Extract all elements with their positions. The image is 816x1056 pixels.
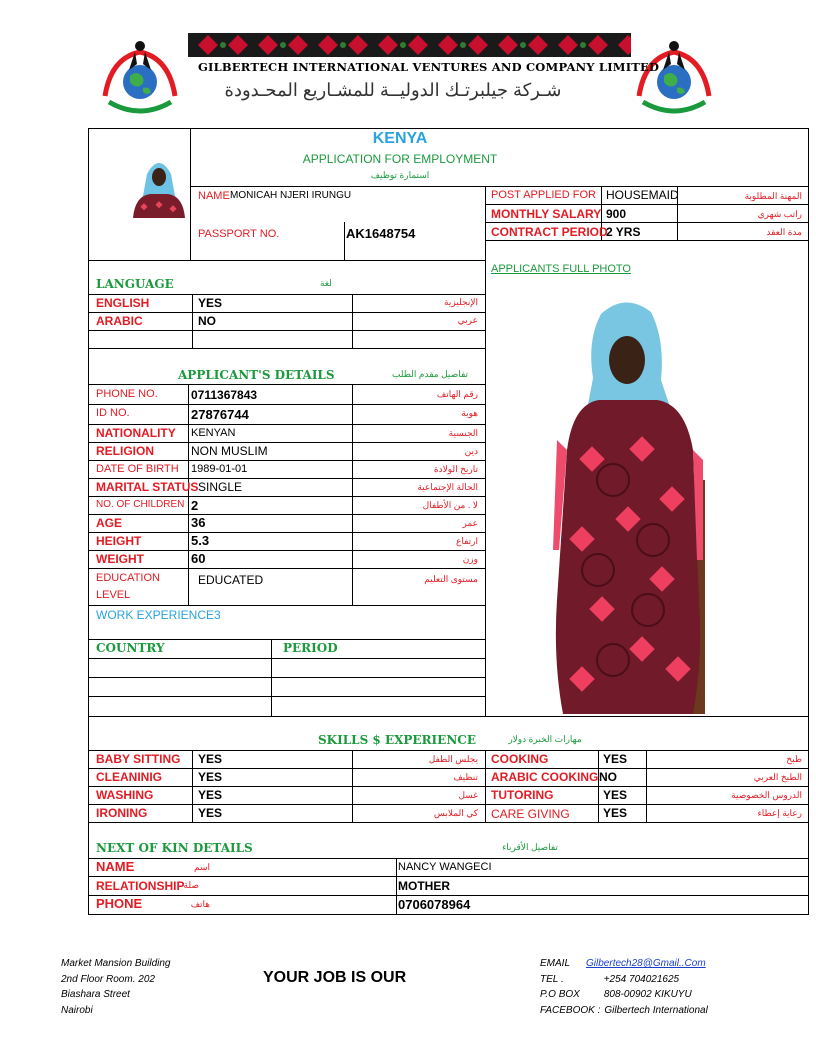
nationality-label: NATIONALITY xyxy=(96,426,176,440)
skill-baby-sitting-ar: يجلس الطفل xyxy=(428,754,478,764)
facebook-label: FACEBOOK : xyxy=(540,1004,601,1016)
skill-baby-sitting-label: BABY SITTING xyxy=(96,752,181,766)
skill-ironing-ar: كي الملابس xyxy=(433,808,478,818)
dob-label: DATE OF BIRTH xyxy=(96,463,179,475)
applicant-full-photo xyxy=(553,300,705,714)
id-ar: هوية xyxy=(461,408,478,418)
height-label: HEIGHT xyxy=(96,534,142,548)
lang-arabic-value: NO xyxy=(198,314,216,328)
post-applied-ar: المهنة المطلوبة xyxy=(744,191,802,201)
full-photo-label: APPLICANTS FULL PHOTO xyxy=(491,263,631,275)
footer-address xyxy=(61,956,171,1018)
company-logo-left xyxy=(97,38,183,116)
kin-title: NEXT OF KIN DETAILS xyxy=(96,841,253,855)
footer-contacts xyxy=(540,956,708,1018)
skill-cooking-value: YES xyxy=(603,752,628,766)
skill-care-giving-value: YES xyxy=(603,806,628,820)
skills-title-ar: مهارات الخبرة دولار xyxy=(508,734,582,744)
work-title: WORK EXPERIENCE3 xyxy=(96,608,221,622)
skill-care-giving-label: CARE GIVING xyxy=(491,807,570,821)
skill-baby-sitting-value: YES xyxy=(198,752,223,766)
passport-value: AK1648754 xyxy=(346,226,416,241)
religion-ar: دين xyxy=(464,446,478,456)
country-title: KENYA xyxy=(372,130,428,147)
skill-cleaning-label: CLEANINIG xyxy=(96,770,162,784)
children-ar: لا . من الأطفال xyxy=(422,500,478,510)
salary-ar: راتب شهري xyxy=(757,209,802,219)
nationality-ar: الجنسية xyxy=(448,428,478,438)
work-country-header: COUNTRY xyxy=(96,641,165,655)
form-title: APPLICATION FOR EMPLOYMENT xyxy=(302,152,498,166)
address-line-2: 2nd Floor Room. 202 xyxy=(61,973,155,985)
skill-cooking-label: COOKING xyxy=(491,752,549,766)
skill-tutoring-value: YES xyxy=(603,788,628,802)
education-label-2: LEVEL xyxy=(96,589,131,601)
skill-arabic-cooking-value: NO xyxy=(599,770,617,784)
skill-tutoring-label: TUTORING xyxy=(491,788,554,802)
age-label: AGE xyxy=(96,516,123,530)
religion-label: RELIGION xyxy=(96,444,155,458)
name-label: NAME xyxy=(198,190,230,202)
company-name-en: GILBERTECH INTERNATIONAL VENTURES AND COMPANY LIMITED xyxy=(198,60,660,74)
details-title: APPLICANT'S DETAILS xyxy=(178,368,335,382)
kin-name-value: NANCY WANGECI xyxy=(398,861,492,873)
skill-cleaning-value: YES xyxy=(198,770,223,784)
kin-name-label: NAME xyxy=(96,859,135,874)
kin-relationship-ar: صلة xyxy=(183,880,199,890)
skill-tutoring-ar: الدروس الخصوصية xyxy=(731,790,802,800)
facebook-value: Gilbertech International xyxy=(604,1004,708,1016)
language-title: LANGUAGE xyxy=(96,277,174,291)
language-title-ar: لغة xyxy=(320,278,332,288)
kin-phone-label: PHONE xyxy=(96,896,143,911)
children-value: 2 xyxy=(191,498,199,513)
pobox-value: 808-00902 KIKUYU xyxy=(603,989,692,1000)
phone-label: PHONE NO. xyxy=(96,388,158,400)
kin-phone-ar: هاتف xyxy=(190,899,210,909)
age-value: 36 xyxy=(191,515,206,530)
lang-arabic-label: ARABIC xyxy=(96,314,143,328)
pobox-label: P.O BOX xyxy=(540,989,580,1000)
dob-ar: تاريخ الولادة xyxy=(433,464,478,474)
kin-relationship-label: RELATIONSHIP xyxy=(96,879,185,893)
contract-ar: مدة العقد xyxy=(766,227,802,237)
email-link[interactable]: Gilbertech28@Gmail..Com xyxy=(586,958,706,969)
education-label: EDUCATION xyxy=(96,572,160,584)
skill-washing-value: YES xyxy=(198,788,223,802)
salary-label: MONTHLY SALARY xyxy=(491,207,602,221)
contract-value: 2 YRS xyxy=(606,225,641,239)
weight-ar: وزن xyxy=(462,554,478,564)
skill-washing-ar: غسل xyxy=(458,790,478,800)
kin-name-ar: اسم xyxy=(193,862,210,872)
weight-label: WEIGHT xyxy=(96,552,144,566)
skills-title: SKILLS $ EXPERIENCE xyxy=(318,733,476,747)
id-value: 27876744 xyxy=(191,407,249,422)
id-label: ID NO. xyxy=(96,407,130,419)
kin-relationship-value: MOTHER xyxy=(398,879,450,893)
skill-ironing-label: IRONING xyxy=(96,806,148,820)
children-label: NO. OF CHILDREN xyxy=(96,499,185,510)
address-line-4: Nairobi xyxy=(61,1004,93,1016)
skill-cooking-ar: طبخ xyxy=(786,754,802,764)
skill-ironing-value: YES xyxy=(198,806,223,820)
age-ar: عمر xyxy=(462,518,478,528)
post-applied-label: POST APPLIED FOR xyxy=(491,189,596,201)
address-line-1: Market Mansion Building xyxy=(61,958,171,969)
dob-value: 1989-01-01 xyxy=(191,463,248,475)
weight-value: 60 xyxy=(191,551,206,566)
applicant-passport-photo xyxy=(130,152,188,218)
work-period-header: PERIOD xyxy=(283,641,338,655)
tel-label: TEL . xyxy=(540,973,564,985)
education-ar: مستوى التعليم xyxy=(424,574,478,584)
skill-arabic-cooking-ar: الطبخ العربي xyxy=(753,772,802,782)
marital-ar: الحالة الإجتماعية xyxy=(417,482,478,492)
education-value: EDUCATED xyxy=(198,573,264,587)
skill-arabic-cooking-label: ARABIC COOKING xyxy=(491,770,599,784)
salary-value: 900 xyxy=(606,207,627,221)
post-applied-value: HOUSEMAID xyxy=(606,188,679,202)
contract-label: CONTRACT PERIOD xyxy=(491,225,608,239)
height-ar: ارتفاع xyxy=(455,536,478,546)
kin-phone-value: 0706078964 xyxy=(398,897,471,912)
tel-value: +254 704021625 xyxy=(603,973,680,985)
nationality-value: KENYAN xyxy=(191,427,236,439)
height-value: 5.3 xyxy=(191,533,210,548)
marital-value: SINGLE xyxy=(198,480,243,494)
passport-label: PASSPORT NO. xyxy=(198,228,280,240)
name-value: MONICAH NJERI IRUNGU xyxy=(230,190,352,201)
footer-slogan: YOUR JOB IS OUR xyxy=(263,969,407,986)
lang-arabic-ar: عربي xyxy=(457,315,478,325)
phone-ar: رقم الهاتف xyxy=(436,389,478,399)
kin-title-ar: تفاصيل الأقرباء xyxy=(502,842,558,852)
address-line-3: Biashara Street xyxy=(61,989,130,1000)
details-title-ar: تفاصيل مقدم الطلب xyxy=(391,369,469,379)
email-label: EMAIL xyxy=(540,958,571,969)
skill-washing-label: WASHING xyxy=(96,788,154,802)
company-logo-right xyxy=(631,38,717,116)
religion-value: NON MUSLIM xyxy=(191,444,268,458)
lang-english-ar: الإنجليزية xyxy=(444,297,478,307)
skill-care-giving-ar: رعاية إعطاء xyxy=(757,808,802,818)
marital-label: MARITAL STATUS xyxy=(96,480,199,494)
skill-cleaning-ar: تنظيف xyxy=(453,772,478,782)
lang-english-value: YES xyxy=(198,296,223,310)
decorative-banner xyxy=(188,33,631,57)
form-title-ar: استمارة توظيف xyxy=(370,170,430,180)
lang-english-label: ENGLISH xyxy=(96,296,150,310)
company-name-ar: شـركة جيلبرتـك الدوليــة للمشـاريع المحـدودة xyxy=(224,80,562,100)
phone-value: 0711367843 xyxy=(191,388,258,402)
